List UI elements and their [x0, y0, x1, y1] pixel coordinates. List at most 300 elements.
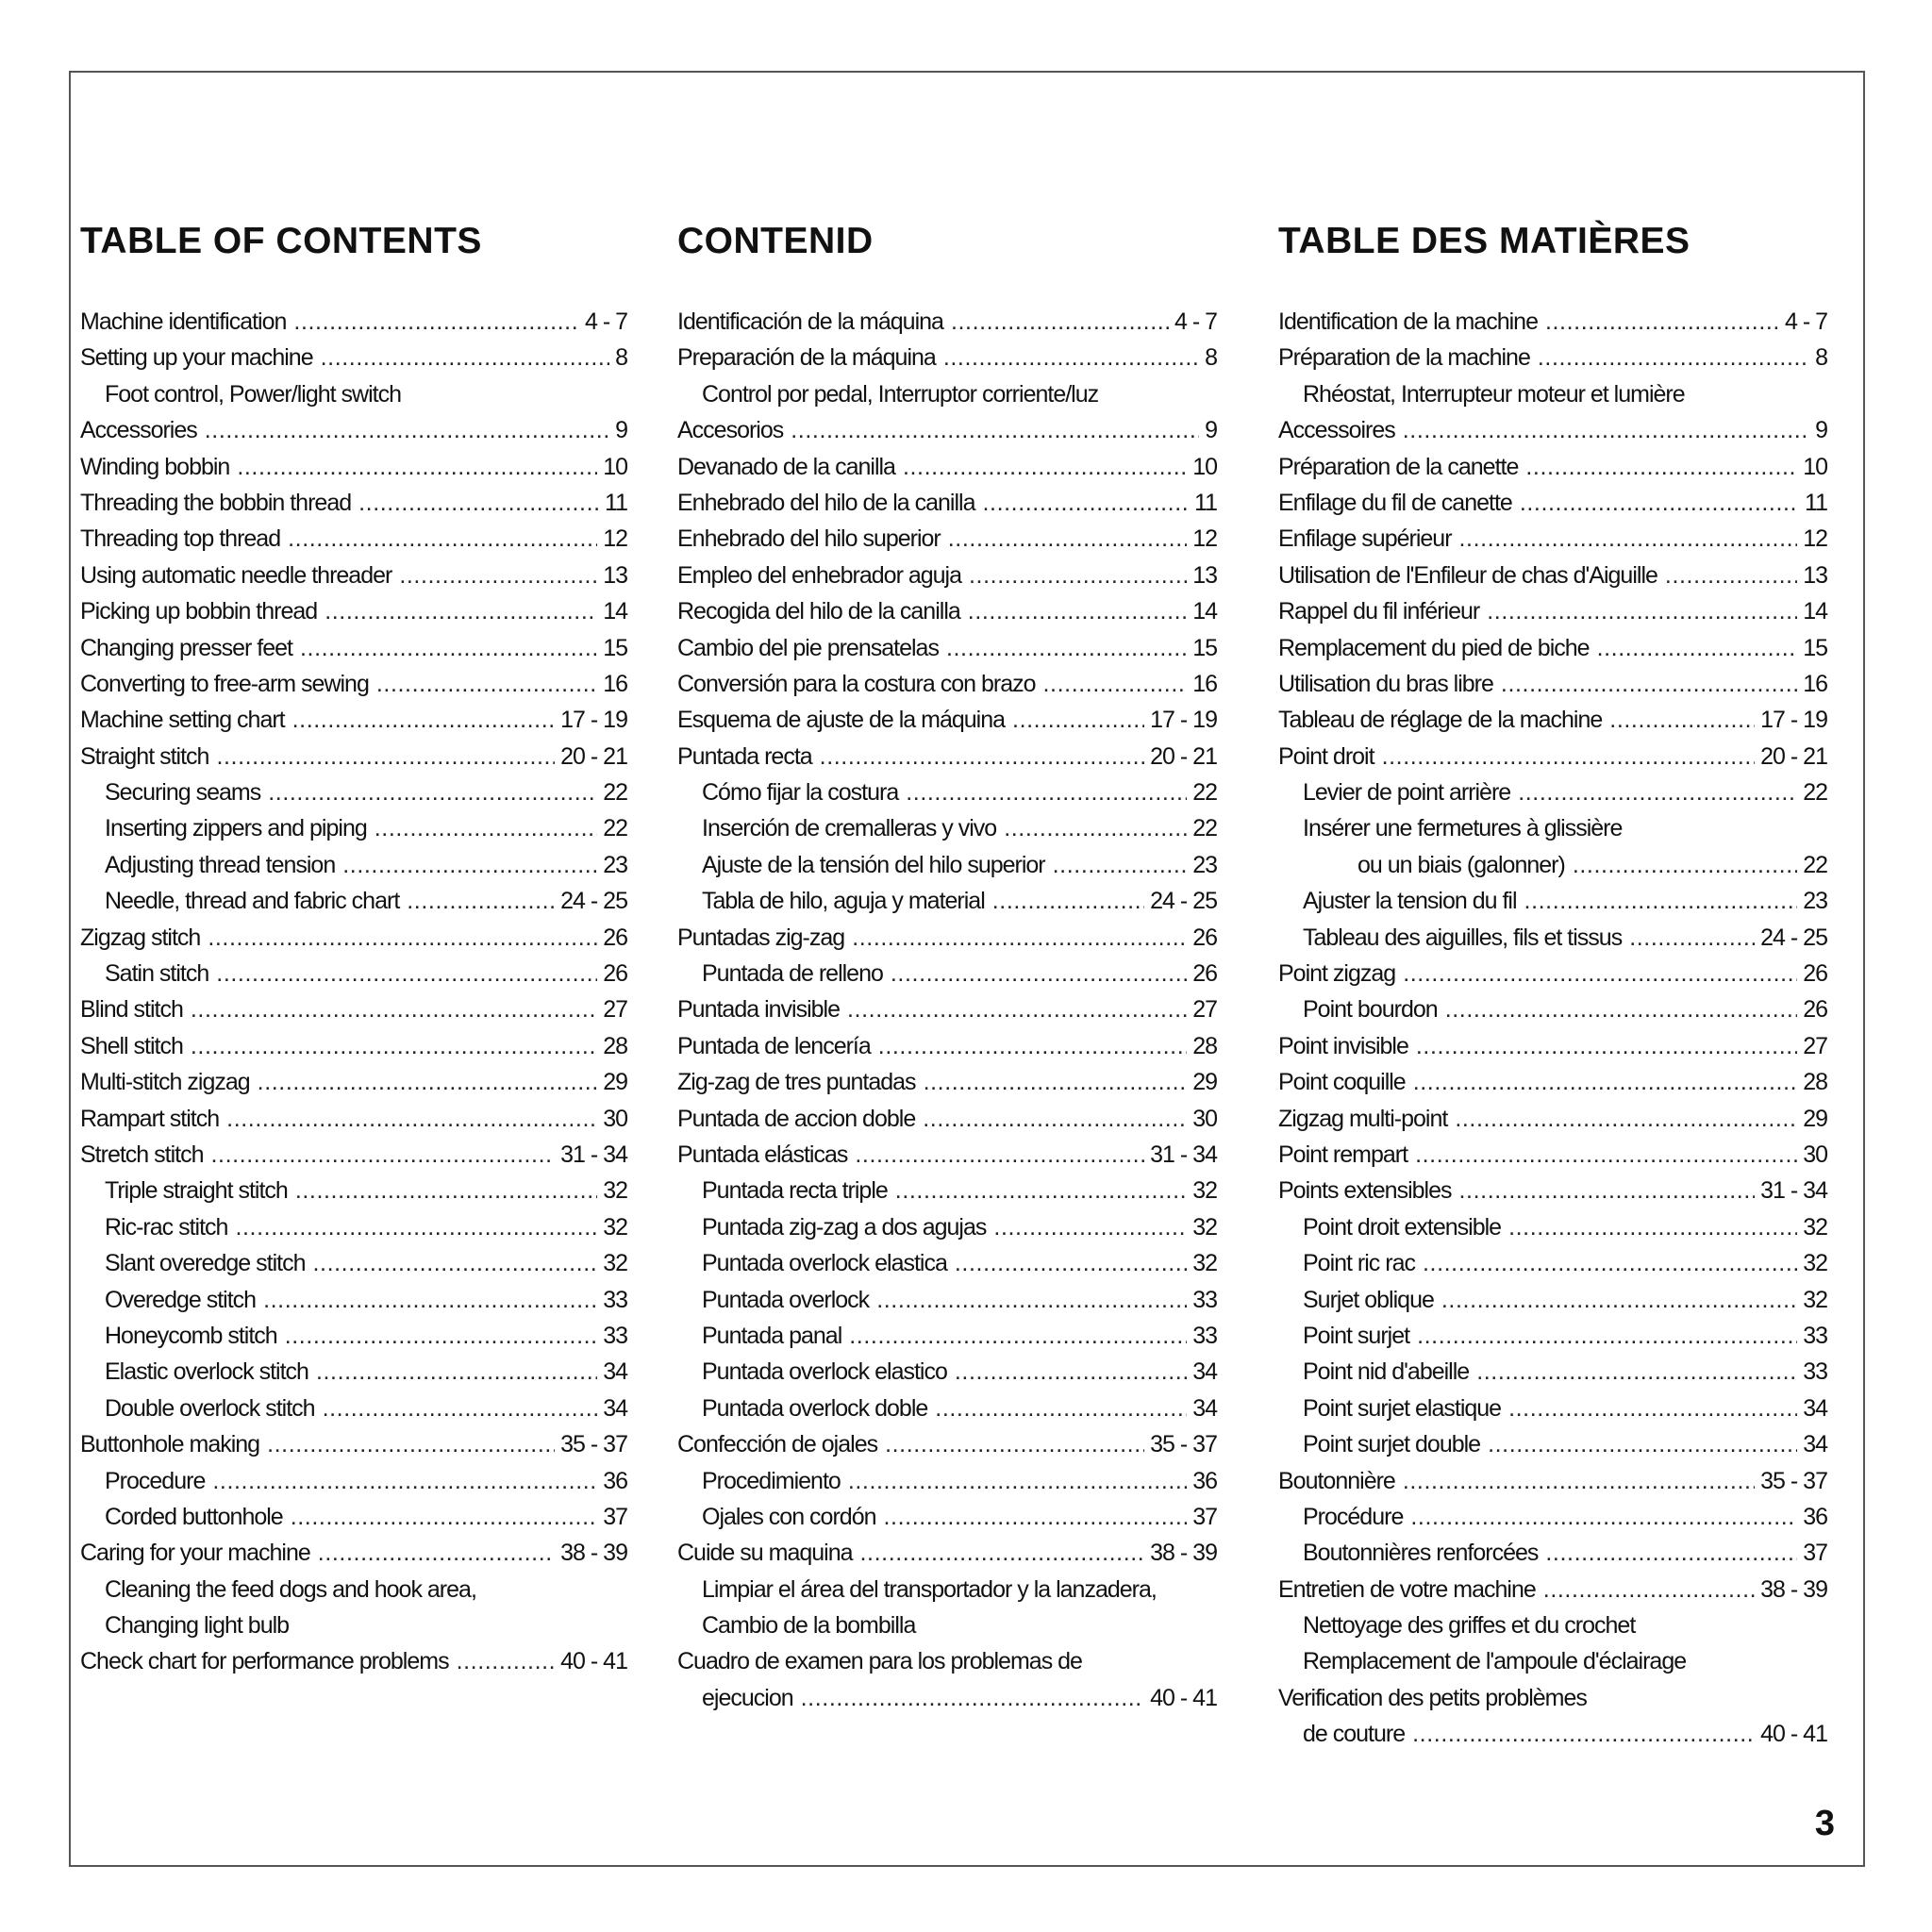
toc-entry-title: Puntada overlock elastico — [702, 1358, 947, 1386]
dot-leader — [847, 991, 1187, 1027]
dot-leader — [1412, 1716, 1755, 1752]
dot-leader — [969, 558, 1187, 593]
dot-leader — [212, 1463, 597, 1499]
toc-entry-title: Point coquille — [1278, 1069, 1406, 1096]
toc-entry-page: 22 — [603, 815, 627, 842]
toc-entry-title: Enhebrado del hilo superior — [677, 525, 941, 553]
toc-entry-title: Tableau des aiguilles, fils et tissus — [1303, 924, 1623, 951]
dot-leader — [226, 1101, 597, 1137]
toc-entry — [1278, 1282, 1827, 1318]
toc-entry-page: 16 — [1192, 670, 1217, 697]
toc-entry-title: Check chart for performance problems — [80, 1648, 449, 1675]
toc-entry-title: Point nid d'abeille — [1303, 1358, 1470, 1386]
toc-entry-title: Puntada overlock — [702, 1286, 870, 1313]
toc-entry-title: Enhebrado del hilo de la canilla — [677, 489, 975, 516]
toc-entry-page: 32 — [1803, 1213, 1827, 1241]
toc-entry-title: Levier de point arrière — [1303, 779, 1511, 807]
toc-entry-page: 11 — [1805, 489, 1827, 516]
toc-entry-title: Zigzag stitch — [80, 924, 201, 951]
toc-entry — [80, 666, 627, 702]
toc-entry — [677, 810, 1217, 846]
toc-entry-page: 37 — [603, 1503, 627, 1530]
dot-leader — [849, 1318, 1187, 1354]
toc-entry-title: Control por pedal, Interruptor corriente/luz — [702, 380, 1099, 408]
toc-entry — [80, 340, 627, 375]
toc-entry-page: 29 — [1803, 1105, 1827, 1132]
dot-leader — [1417, 1318, 1797, 1354]
dot-leader — [906, 774, 1187, 810]
dot-leader — [267, 1426, 555, 1462]
toc-entry-page: 23 — [1192, 851, 1217, 878]
dot-leader — [884, 1499, 1188, 1535]
dot-leader — [208, 920, 597, 956]
dot-leader — [216, 739, 555, 774]
toc-entry-page: 30 — [1803, 1141, 1827, 1168]
toc-entry-page: 13 — [603, 561, 627, 589]
toc-entry-title: Rappel du fil inférieur — [1278, 598, 1480, 625]
toc-entry-page: 29 — [1192, 1069, 1217, 1096]
toc-entry-title: ejecucion — [702, 1684, 793, 1711]
toc-entry — [1278, 1391, 1827, 1426]
toc-entry — [677, 376, 1217, 412]
toc-entry-page: 17 - 19 — [560, 707, 627, 734]
toc-entry-page: 24 - 25 — [560, 888, 627, 915]
toc-entry-page: 36 — [1192, 1467, 1217, 1494]
dot-leader — [1629, 920, 1755, 956]
toc-entry-page: 32 — [1803, 1286, 1827, 1313]
toc-entry-page: 33 — [1803, 1358, 1827, 1386]
toc-entry-title: Point ric rac — [1303, 1250, 1415, 1277]
toc-entry-page: 26 — [1192, 960, 1217, 988]
toc-entry-page: 32 — [603, 1213, 627, 1241]
toc-entry — [1278, 1499, 1827, 1535]
toc-entry-page: 4 - 7 — [584, 308, 627, 335]
toc-entry — [80, 1354, 627, 1390]
toc-entry-page: 38 - 39 — [560, 1540, 627, 1567]
toc-entry — [80, 1572, 627, 1607]
toc-entry — [677, 666, 1217, 702]
dot-leader — [318, 1535, 555, 1571]
dot-leader — [211, 1137, 556, 1173]
toc-list-english — [80, 304, 627, 1680]
toc-entry-title: Buttonhole making — [80, 1431, 260, 1458]
toc-entry-title: Verification des petits problèmes — [1278, 1684, 1587, 1711]
toc-entry-page: 35 - 37 — [1150, 1431, 1217, 1458]
toc-entry-title: Machine identification — [80, 308, 287, 335]
toc-entry-page: 35 - 37 — [1760, 1467, 1827, 1494]
toc-entry-title: Cómo fijar la costura — [702, 779, 899, 807]
toc-entry-title: Blind stitch — [80, 996, 183, 1024]
toc-entry-title: Changing light bulb — [105, 1612, 290, 1640]
toc-entry-title: Puntadas zig-zag — [677, 924, 845, 951]
toc-entry — [677, 774, 1217, 810]
dot-leader — [216, 956, 597, 991]
toc-entry — [80, 449, 627, 485]
dot-leader — [293, 304, 579, 340]
toc-entry — [1278, 920, 1827, 956]
toc-entry-title: Puntada de accion doble — [677, 1105, 916, 1132]
dot-leader — [295, 1173, 597, 1208]
toc-entry-page: 40 - 41 — [560, 1648, 627, 1675]
toc-entry — [677, 1282, 1217, 1318]
toc-entry — [677, 1680, 1217, 1716]
dot-leader — [457, 1643, 556, 1679]
dot-leader — [855, 1137, 1144, 1173]
toc-entry — [80, 1643, 627, 1679]
toc-entry-page: 34 — [1803, 1431, 1827, 1458]
toc-entry-title: Accesorios — [677, 417, 784, 444]
toc-entry-title: Elastic overlock stitch — [105, 1358, 308, 1386]
toc-entry — [677, 1426, 1217, 1462]
toc-entry-title: Puntada zig-zag a dos agujas — [702, 1213, 987, 1241]
toc-entry — [1278, 1173, 1827, 1208]
dot-leader — [1445, 991, 1798, 1027]
dot-leader — [300, 630, 597, 666]
toc-entry — [677, 739, 1217, 774]
toc-entry — [677, 1572, 1217, 1607]
toc-entry-page: 26 — [1803, 996, 1827, 1024]
toc-entry-page: 22 — [1192, 815, 1217, 842]
dot-leader — [948, 521, 1187, 557]
toc-entry-title: Ajuster la tension du fil — [1303, 888, 1517, 915]
toc-entry — [677, 1391, 1217, 1426]
dot-leader — [205, 412, 609, 448]
toc-entry-page: 12 — [603, 525, 627, 553]
toc-entry — [677, 1173, 1217, 1208]
page-frame — [69, 71, 1865, 1867]
toc-entry-title: Triple straight stitch — [105, 1177, 288, 1205]
toc-entry — [1278, 1643, 1827, 1679]
toc-entry-page: 17 - 19 — [1760, 707, 1827, 734]
dot-leader — [924, 1064, 1188, 1100]
toc-entry-title: Point surjet — [1303, 1322, 1410, 1349]
toc-entry — [80, 920, 627, 956]
toc-entry-title: Recogida del hilo de la canilla — [677, 598, 960, 625]
toc-entry-title: Changing presser feet — [80, 634, 292, 661]
toc-entry — [677, 847, 1217, 883]
toc-entry-title: Puntada de relleno — [702, 960, 883, 988]
toc-entry-title: Ric-rac stitch — [105, 1213, 228, 1241]
toc-entry — [80, 739, 627, 774]
toc-entry-page: 28 — [603, 1032, 627, 1059]
toc-entry-page: 27 — [603, 996, 627, 1024]
toc-entry-page: 10 — [1803, 453, 1827, 480]
toc-entry-page: 33 — [603, 1286, 627, 1313]
dot-leader — [1403, 412, 1809, 448]
toc-entry-page: 32 — [603, 1250, 627, 1277]
toc-entry-title: Identificación de la máquina — [677, 308, 943, 335]
toc-entry — [677, 485, 1217, 521]
toc-entry — [677, 702, 1217, 738]
toc-entry — [1278, 340, 1827, 375]
toc-entry — [1278, 1101, 1827, 1137]
toc-entry-page: 33 — [1192, 1322, 1217, 1349]
toc-entry-title: Préparation de la canette — [1278, 453, 1519, 480]
toc-entry — [677, 304, 1217, 340]
toc-entry-title: Securing seams — [105, 779, 261, 807]
toc-entry-title: Enfilage du fil de canette — [1278, 489, 1512, 516]
toc-entry — [80, 1064, 627, 1100]
dot-leader — [342, 847, 597, 883]
toc-entry — [677, 521, 1217, 557]
toc-entry-page: 11 — [605, 489, 627, 516]
toc-entry-title: Needle, thread and fabric chart — [105, 888, 400, 915]
toc-entry — [80, 1209, 627, 1245]
dot-leader — [1545, 1535, 1797, 1571]
toc-entry — [677, 1354, 1217, 1390]
toc-entry-title: Point droit extensible — [1303, 1213, 1502, 1241]
toc-entry-title: Remplacement du pied de biche — [1278, 634, 1590, 661]
toc-english — [80, 219, 627, 1680]
toc-entry-title: Puntada recta triple — [702, 1177, 888, 1205]
toc-entry-page: 32 — [1192, 1250, 1217, 1277]
dot-leader — [1416, 1028, 1797, 1064]
toc-entry — [1278, 1535, 1827, 1571]
toc-entry — [1278, 1245, 1827, 1281]
toc-entry — [80, 1318, 627, 1354]
toc-entry — [80, 991, 627, 1027]
toc-entry-title: Point invisible — [1278, 1032, 1408, 1059]
toc-entry-title: Setting up your machine — [80, 344, 313, 372]
toc-entry — [677, 1318, 1217, 1354]
toc-french — [1278, 219, 1827, 1753]
toc-entry-page: 11 — [1194, 489, 1217, 516]
dot-leader — [1459, 1173, 1756, 1208]
toc-entry-title: Confección de ojales — [677, 1431, 878, 1458]
toc-entry-title: Puntada panal — [702, 1322, 842, 1349]
dot-leader — [1476, 1354, 1797, 1390]
toc-entry — [1278, 376, 1827, 412]
toc-entry-page: 34 — [1192, 1394, 1217, 1422]
dot-leader — [1410, 1499, 1797, 1535]
dot-leader — [946, 630, 1187, 666]
toc-entry — [677, 340, 1217, 375]
dot-leader — [1382, 739, 1756, 774]
toc-entry-title: Ojales con cordón — [702, 1503, 876, 1530]
toc-entry — [677, 412, 1217, 448]
toc-entry-title: Winding bobbin — [80, 453, 230, 480]
dot-leader — [291, 1499, 597, 1535]
toc-entry-title: Picking up bobbin thread — [80, 598, 318, 625]
toc-entry — [1278, 991, 1827, 1027]
dot-leader — [312, 1245, 597, 1281]
toc-entry — [1278, 774, 1827, 810]
toc-entry — [80, 558, 627, 593]
toc-entry-page: 37 — [1803, 1540, 1827, 1567]
toc-entry — [1278, 1137, 1827, 1173]
toc-entry-page: 16 — [1803, 670, 1827, 697]
toc-entry-page: 28 — [1803, 1069, 1827, 1096]
toc-entry — [80, 1391, 627, 1426]
dot-leader — [263, 1282, 597, 1318]
toc-entry-page: 15 — [1192, 634, 1217, 661]
toc-entry-page: 9 — [615, 417, 627, 444]
toc-entry — [1278, 1318, 1827, 1354]
toc-entry — [1278, 883, 1827, 919]
toc-entry-title: Point droit — [1278, 742, 1374, 770]
toc-entry-page: 20 - 21 — [1150, 742, 1217, 770]
dot-leader — [1488, 1426, 1797, 1462]
toc-entry-title: Surjet oblique — [1303, 1286, 1434, 1313]
toc-entry-page: 15 — [603, 634, 627, 661]
toc-entry — [1278, 1028, 1827, 1064]
dot-leader — [1455, 1101, 1797, 1137]
toc-entry-title: Devanado de la canilla — [677, 453, 895, 480]
toc-entry — [677, 991, 1217, 1027]
toc-entry — [1278, 1607, 1827, 1643]
toc-entry — [1278, 1354, 1827, 1390]
toc-entry-title: Enfilage supérieur — [1278, 525, 1452, 553]
toc-entry — [677, 593, 1217, 629]
dot-leader — [1508, 1391, 1797, 1426]
toc-entry-title: Point rempart — [1278, 1141, 1408, 1168]
toc-entry-page: 15 — [1803, 634, 1827, 661]
toc-entry — [677, 558, 1217, 593]
toc-entry-title: Esquema de ajuste de la máquina — [677, 707, 1006, 734]
toc-entry — [677, 920, 1217, 956]
toc-entry-page: 27 — [1803, 1032, 1827, 1059]
toc-entry-page: 22 — [1803, 779, 1827, 807]
toc-entry — [1278, 304, 1827, 340]
toc-entry — [80, 1463, 627, 1499]
toc-entry-page: 37 — [1192, 1503, 1217, 1530]
toc-entry — [80, 1535, 627, 1571]
dot-leader — [1538, 340, 1809, 375]
dot-leader — [1403, 1463, 1755, 1499]
dot-leader — [1501, 666, 1797, 702]
toc-entry-title: Puntada de lencería — [677, 1032, 871, 1059]
toc-entry-title: Nettoyage des griffes et du crochet — [1303, 1612, 1636, 1640]
toc-entry-title: Cambio de la bombilla — [702, 1612, 916, 1640]
dot-leader — [1508, 1209, 1797, 1245]
toc-entry-title: Tabla de hilo, aguja y material — [702, 888, 985, 915]
toc-entry — [80, 376, 627, 412]
toc-entry-page: 9 — [1815, 417, 1827, 444]
toc-heading-english: TABLE OF CONTENTS — [80, 221, 482, 261]
toc-entry-page: 36 — [1803, 1503, 1827, 1530]
dot-leader — [191, 1028, 597, 1064]
dot-leader — [993, 1209, 1187, 1245]
toc-entry — [80, 304, 627, 340]
dot-leader — [791, 412, 1199, 448]
toc-entry-page: 34 — [1803, 1394, 1827, 1422]
toc-entry-title: Zigzag multi-point — [1278, 1105, 1448, 1132]
dot-leader — [982, 485, 1189, 521]
dot-leader — [1525, 449, 1797, 485]
dot-leader — [992, 883, 1144, 919]
dot-leader — [1415, 1137, 1797, 1173]
dot-leader — [943, 340, 1199, 375]
dot-leader — [258, 1064, 598, 1100]
toc-entry-page: 24 - 25 — [1760, 924, 1827, 951]
toc-entry-title: Conversión para la costura con brazo — [677, 670, 1036, 697]
toc-entry-title: Inserting zippers and piping — [105, 815, 367, 842]
toc-entry-title: Point bourdon — [1303, 996, 1438, 1024]
toc-entry-title: Foot control, Power/light switch — [105, 380, 401, 408]
toc-entry — [80, 883, 627, 919]
toc-entry-page: 33 — [603, 1322, 627, 1349]
toc-entry-title: Remplacement de l'ampoule d'éclairage — [1303, 1648, 1687, 1675]
toc-entry-page: 40 - 41 — [1760, 1721, 1827, 1748]
toc-entry — [1278, 1716, 1827, 1752]
dot-leader — [801, 1680, 1145, 1716]
dot-leader — [903, 449, 1187, 485]
dot-leader — [235, 1209, 597, 1245]
toc-entry-page: 29 — [603, 1069, 627, 1096]
toc-entry-title: Cleaning the feed dogs and hook area, — [105, 1575, 476, 1603]
toc-entry — [1278, 847, 1827, 883]
toc-entry-page: 22 — [1192, 779, 1217, 807]
toc-entry-page: 30 — [603, 1105, 627, 1132]
toc-entry-title: Converting to free-arm sewing — [80, 670, 369, 697]
toc-entry — [80, 810, 627, 846]
toc-entry-page: 31 - 34 — [560, 1141, 627, 1168]
toc-entry-page: 31 - 34 — [1150, 1141, 1217, 1168]
toc-entry — [80, 1137, 627, 1173]
dot-leader — [407, 883, 555, 919]
toc-entry — [1278, 449, 1827, 485]
toc-entry-title: Puntada overlock doble — [702, 1394, 928, 1422]
toc-entry-page: 34 — [603, 1394, 627, 1422]
dot-leader — [935, 1391, 1187, 1426]
toc-entry-title: Cambio del pie prensatelas — [677, 634, 939, 661]
toc-entry — [1278, 558, 1827, 593]
toc-entry-title: Puntada invisible — [677, 996, 841, 1024]
toc-entry — [677, 1643, 1217, 1679]
toc-entry-title: Machine setting chart — [80, 707, 285, 734]
toc-entry — [80, 630, 627, 666]
toc-entry-title: Entretien de votre machine — [1278, 1575, 1536, 1603]
toc-entry-page: 32 — [1803, 1250, 1827, 1277]
toc-heading-spanish: CONTENID — [677, 221, 874, 261]
toc-entry-title: Puntada recta — [677, 742, 812, 770]
toc-entry-page: 36 — [603, 1467, 627, 1494]
dot-leader — [1012, 702, 1144, 738]
toc-entry-title: Slant overedge stitch — [105, 1250, 306, 1277]
dot-leader — [878, 1028, 1187, 1064]
dot-leader — [848, 1463, 1187, 1499]
toc-entry-title: Insérer une fermetures à glissière — [1303, 815, 1623, 842]
toc-entry-page: 34 — [603, 1358, 627, 1386]
toc-entry — [80, 1282, 627, 1318]
toc-entry — [677, 1028, 1217, 1064]
toc-entry — [677, 449, 1217, 485]
toc-entry-title: Utilisation de l'Enfileur de chas d'Aiguille — [1278, 561, 1657, 589]
toc-entry-page: 32 — [603, 1177, 627, 1205]
toc-entry — [80, 1101, 627, 1137]
toc-entry-page: 8 — [1205, 344, 1217, 372]
dot-leader — [237, 449, 597, 485]
toc-entry-title: Tableau de réglage de la machine — [1278, 707, 1603, 734]
toc-entry — [1278, 666, 1827, 702]
toc-entry-page: 4 - 7 — [1174, 308, 1217, 335]
toc-entry-page: 40 - 41 — [1150, 1684, 1217, 1711]
toc-entry-title: Puntada overlock elastica — [702, 1250, 947, 1277]
dot-leader — [1665, 558, 1797, 593]
dot-leader — [968, 593, 1187, 629]
dot-leader — [885, 1426, 1144, 1462]
toc-entry-title: Empleo del enhebrador aguja — [677, 561, 962, 589]
toc-entry — [1278, 412, 1827, 448]
toc-entry-title: Shell stitch — [80, 1032, 183, 1059]
toc-entry-title: ou un biais (galonner) — [1357, 851, 1565, 878]
toc-entry-title: Accessoires — [1278, 417, 1395, 444]
toc-entry — [677, 1535, 1217, 1571]
toc-entry-title: Zig-zag de tres puntadas — [677, 1069, 916, 1096]
toc-entry-title: Procedure — [105, 1467, 206, 1494]
dot-leader — [955, 1245, 1187, 1281]
dot-leader — [951, 304, 1169, 340]
